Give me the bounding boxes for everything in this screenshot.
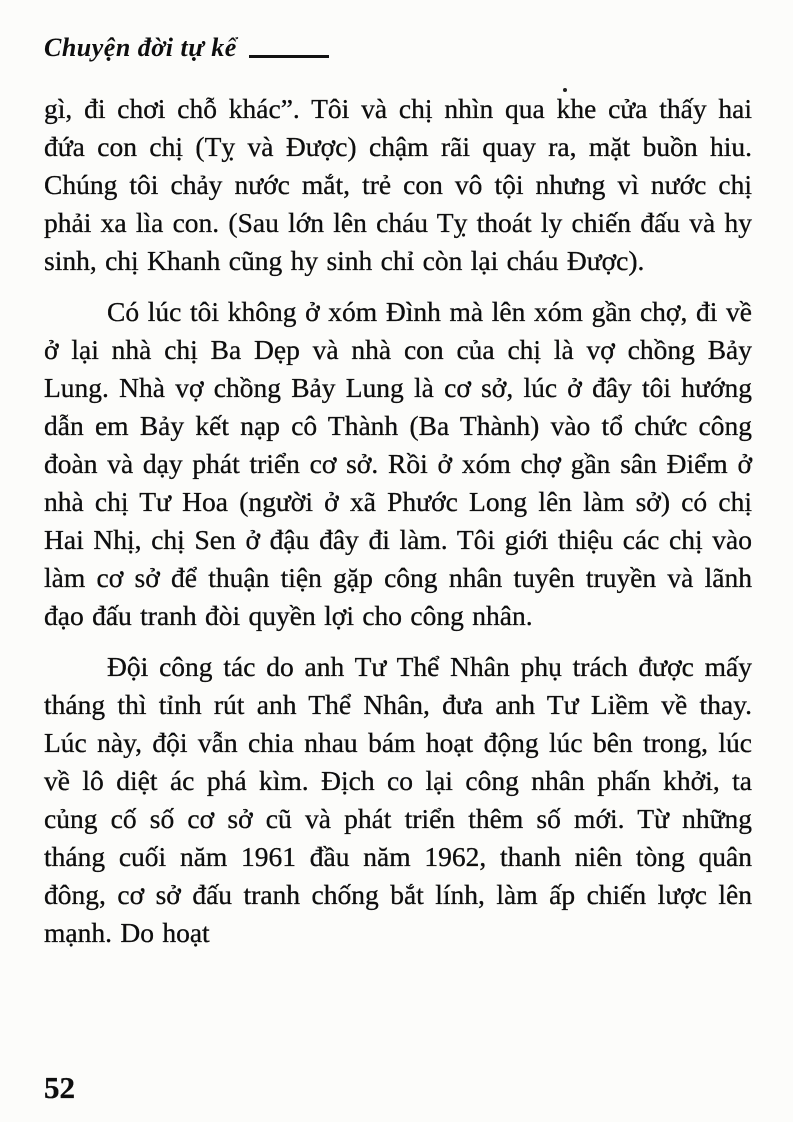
title-underline-rule bbox=[249, 55, 329, 58]
page-body bbox=[44, 90, 752, 965]
paragraph-continuation: gì, đi chơi chỗ khác”. Tôi và chị nhìn qua khe cửa thấy hai đứa con chị (Tỵ và Được) chậm rãi quay ra, mặt buồn hiu. Chúng tôi chảy nước mắt, trẻ con vô tội nhưng vì nước chị phải xa lìa con. (Sau lớn lên cháu Tỵ thoát ly chiến đấu và hy sinh, chị Khanh cũng hy sinh chỉ còn lại cháu Được). bbox=[44, 93, 752, 276]
running-header bbox=[44, 34, 329, 63]
page-number: 52 bbox=[44, 1070, 75, 1105]
running-title: Chuyện đời tự kể bbox=[44, 33, 237, 62]
paragraph: Có lúc tôi không ở xóm Đình mà lên xóm gần chợ, đi về ở lại nhà chị Ba Dẹp và nhà con của chị là vợ chồng Bảy Lung. Nhà vợ chồng Bảy Lung là cơ sở, lúc ở đây tôi hướng dẫn em Bảy kết nạp cô Thành (Ba Thành) vào tổ chức công đoàn và dạy phát triển cơ sở. Rồi ở xóm chợ gần sân Điểm ở nhà chị Tư Hoa (người ở xã Phước Long lên làm sở) có chị Hai Nhị, chị Sen ở đậu đây đi làm. Tôi giới thiệu các chị vào làm cơ sở để thuận tiện gặp công nhân tuyên truyền và lãnh đạo đấu tranh đòi quyền lợi cho công nhân. bbox=[44, 296, 752, 631]
paragraph: Đội công tác do anh Tư Thể Nhân phụ trách được mấy tháng thì tỉnh rút anh Thể Nhân, đưa anh Tư Liềm về thay. Lúc này, đội vẫn chia nhau bám hoạt động lúc bên trong, lúc về lô diệt ác phá kìm. Địch co lại công nhân phấn khởi, ta củng cố số cơ sở cũ và phát triển thêm số mới. Từ những tháng cuối năm 1961 đầu năm 1962, thanh niên tòng quân đông, cơ sở đấu tranh chống bắt lính, làm ấp chiến lược lên mạnh. Do hoạt bbox=[44, 651, 752, 948]
